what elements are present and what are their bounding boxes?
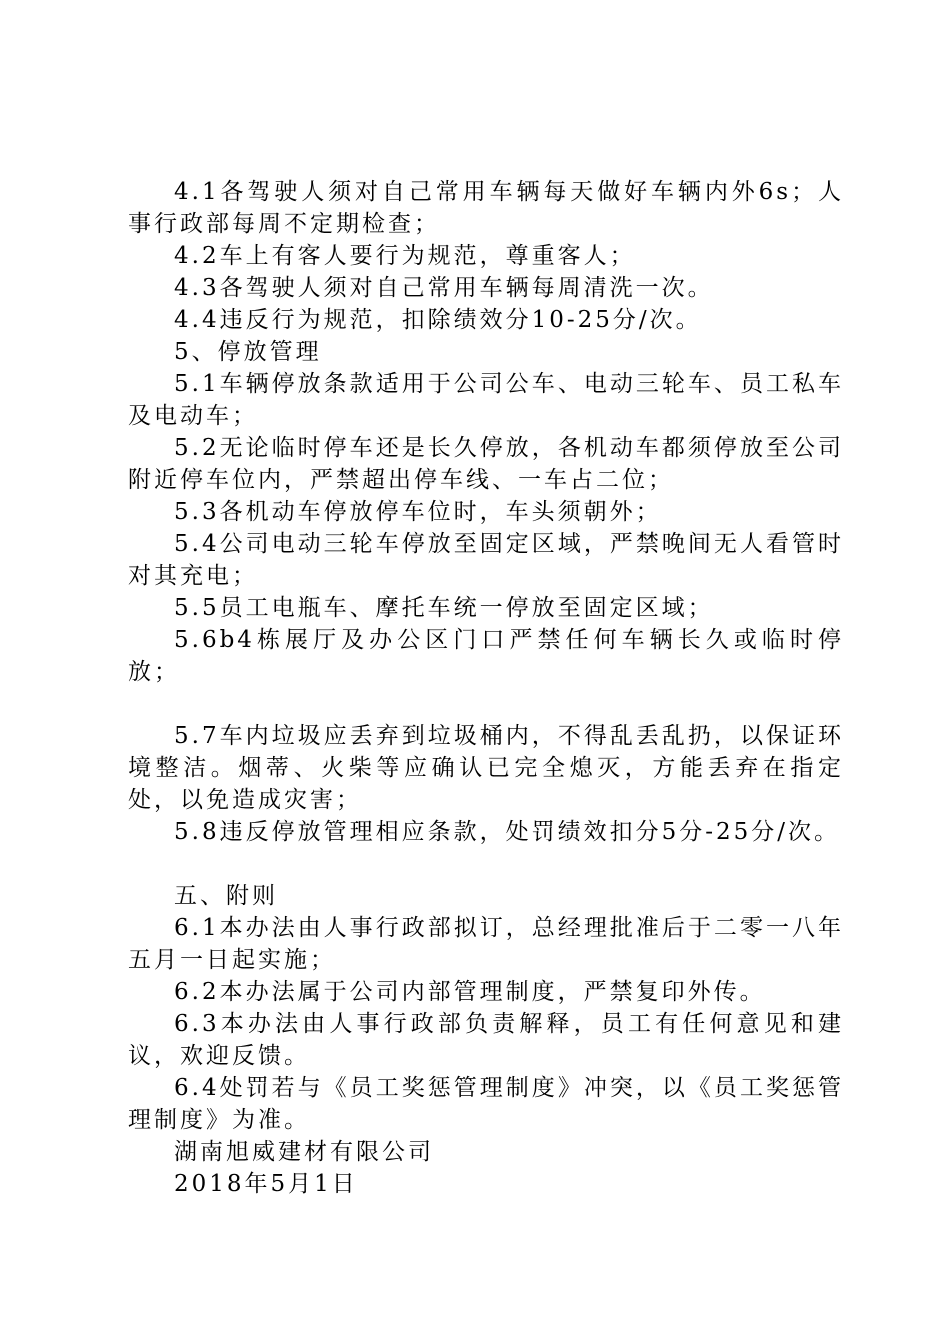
paragraph-5-3: 5.3各机动车停放停车位时，车头须朝外；	[174, 499, 662, 525]
paragraph-6-3: 6.3本办法由人事行政部负责解释，员工有任何意见和建议，欢迎反馈。	[128, 1011, 844, 1069]
paragraph-5-8: 5.8违反停放管理相应条款，处罚绩效扣分5分-25分/次。	[174, 819, 840, 845]
paragraph-4-4: 4.4违反行为规范，扣除绩效分10-25分/次。	[174, 307, 702, 333]
paragraph-5-1: 5.1车辆停放条款适用于公司公车、电动三轮车、员工私车及电动车；	[128, 371, 844, 429]
paragraph-6-2: 6.2本办法属于公司内部管理制度，严禁复印外传。	[174, 979, 766, 1005]
paragraph-4-1: 4.1各驾驶人须对自己常用车辆每天做好车辆内外6s；人事行政部每周不定期检查；	[128, 179, 844, 237]
blank-line	[128, 848, 844, 880]
paragraph-5-6: 5.6b4栋展厅及办公区门口严禁任何车辆长久或临时停放；	[128, 627, 844, 685]
paragraph-4-3: 4.3各驾驶人须对自己常用车辆每周清洗一次。	[174, 275, 714, 301]
signature-company: 湖南旭威建材有限公司	[174, 1139, 434, 1165]
paragraph-5-2: 5.2无论临时停车还是长久停放，各机动车都须停放至公司附近停车位内，严禁超出停车线、一车占二位；	[128, 435, 844, 493]
paragraph-5-5: 5.5员工电瓶车、摩托车统一停放至固定区域；	[174, 595, 714, 621]
paragraph-4-2: 4.2车上有客人要行为规范，尊重客人；	[174, 243, 636, 269]
section-heading-parking: 5、停放管理	[174, 339, 322, 365]
blank-line	[128, 688, 844, 720]
paragraph-5-4: 5.4公司电动三轮车停放至固定区域，严禁晚间无人看管时对其充电；	[128, 531, 844, 589]
signature-date: 2018年5月1日	[174, 1171, 358, 1197]
paragraph-6-4: 6.4处罚若与《员工奖惩管理制度》冲突，以《员工奖惩管理制度》为准。	[128, 1075, 844, 1133]
section-heading-appendix: 五、附则	[174, 883, 278, 909]
paragraph-5-7: 5.7车内垃圾应丢弃到垃圾桶内，不得乱丢乱扔，以保证环境整洁。烟蒂、火柴等应确认已完全熄灭，方能丢弃在指定处，以免造成灾害；	[128, 723, 844, 813]
paragraph-6-1: 6.1本办法由人事行政部拟订，总经理批准后于二零一八年五月一日起实施；	[128, 915, 844, 973]
document-body	[128, 176, 844, 1200]
